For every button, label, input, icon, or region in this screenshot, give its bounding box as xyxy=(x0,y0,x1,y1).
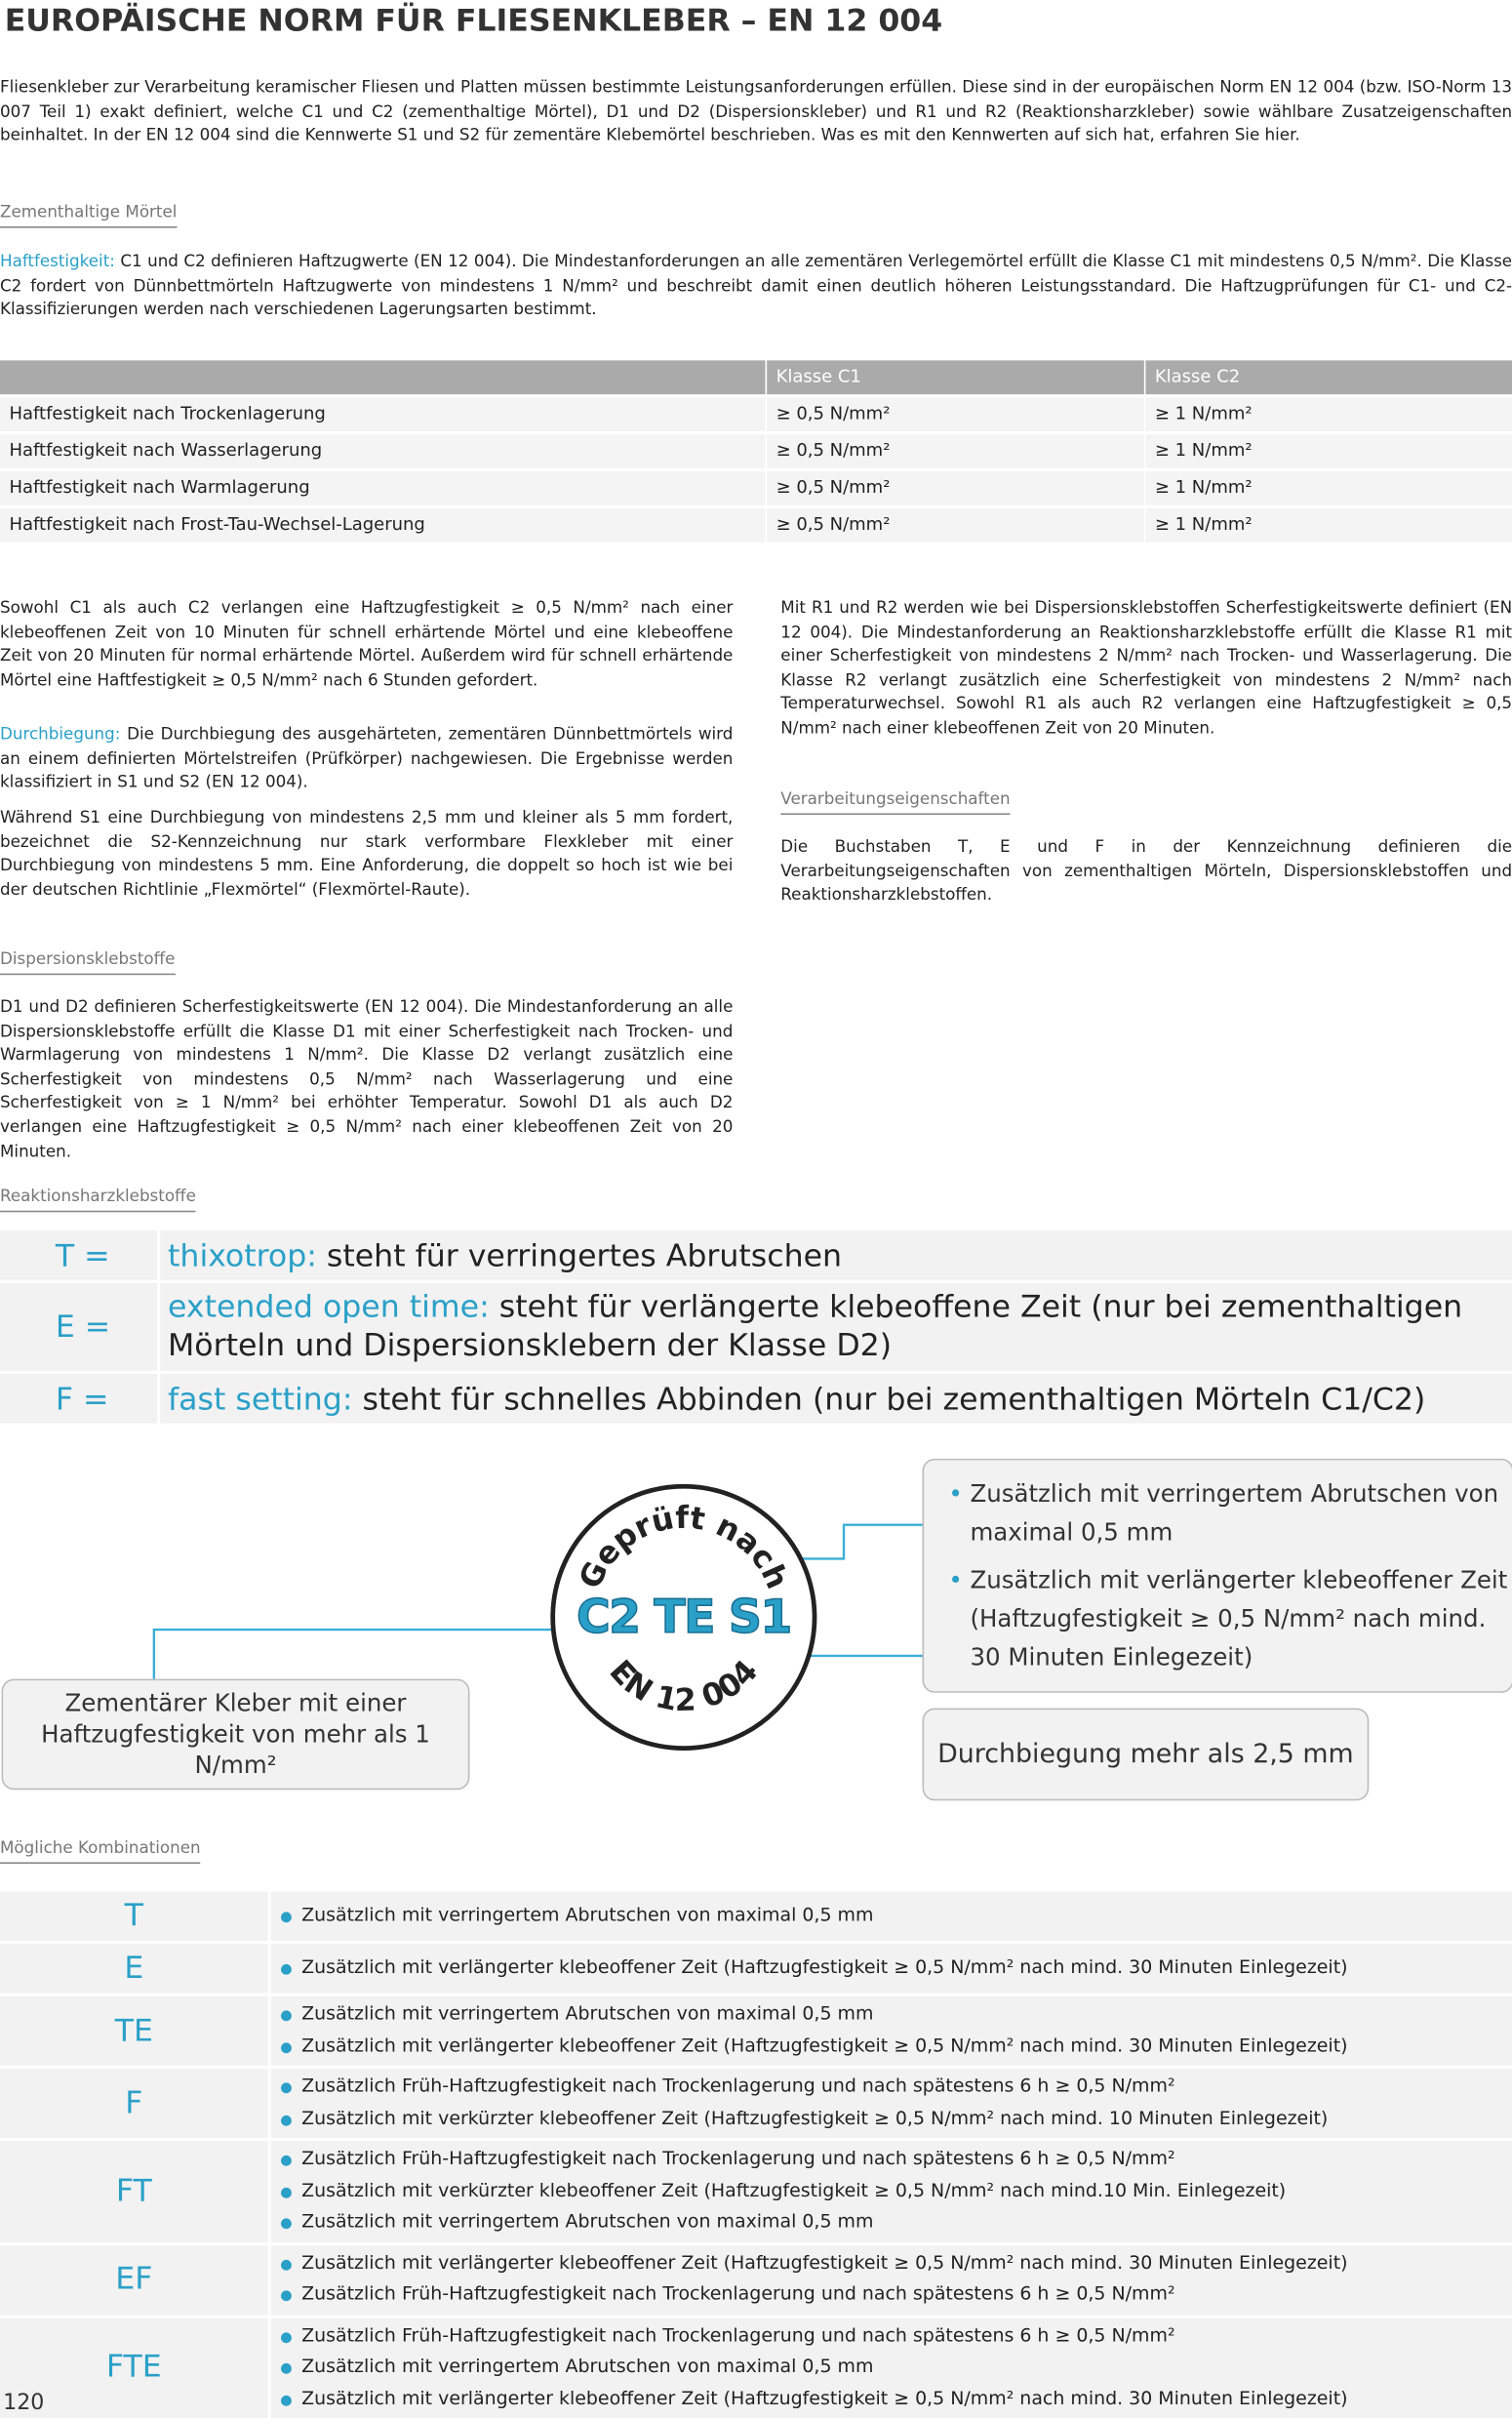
combination-text: Zusätzlich mit verlängerter klebeoffener Zeit (Haftzugfestigkeit ≥ 0,5 N/mm² nach mind. 30 Minuten Einlegezeit) xyxy=(301,2386,1348,2408)
combination-bullet xyxy=(280,2144,1512,2175)
combination-row xyxy=(0,2067,1512,2139)
combination-code: TE xyxy=(0,1995,269,2067)
combination-text: Zusätzlich mit verringertem Abrutschen von maximal 0,5 mm xyxy=(301,2355,874,2377)
bullet-icon: ● xyxy=(280,2360,293,2377)
combination-bullet xyxy=(280,2248,1512,2279)
combination-description xyxy=(269,2316,1512,2418)
combination-row xyxy=(0,2140,1512,2244)
bullet-icon: ● xyxy=(280,2112,293,2128)
combination-bullet xyxy=(280,1953,1512,1984)
combination-bullet xyxy=(280,2352,1512,2383)
tef-term: extended open time: xyxy=(168,1287,490,1325)
combination-text: Zusätzlich mit verkürzter klebeoffener Zeit (Haftzugfestigkeit ≥ 0,5 N/mm² nach mind.10 Min. Einlegezeit) xyxy=(301,2178,1287,2200)
callout-zusatzeigenschaften xyxy=(923,1459,1512,1693)
durchbiegung-paragraph xyxy=(0,724,733,796)
tef-row-f xyxy=(0,1374,1512,1424)
section-heading-dispersionsklebstoffe: Dispersionsklebstoffe xyxy=(0,948,175,975)
combination-text: Zusätzlich Früh-Haftzugfestigkeit nach Trockenlagerung und nach spätestens 6 h ≥ 0,5 N/mm² xyxy=(301,2147,1175,2169)
table-cell: ≥ 0,5 N/mm² xyxy=(766,506,1144,542)
tef-row-t xyxy=(0,1230,1512,1280)
table-cell: ≥ 1 N/mm² xyxy=(1145,506,1512,542)
intro-paragraph: Fliesenkleber zur Verarbeitung keramischer Fliesen und Platten müssen bestimmte Leistungsanforderungen erfüllen. Diese sind in der europäischen Norm EN 12 004 (bzw. ISO-Norm 13 007 Teil 1) exakt definiert, welche C1 und C2 (zementhaltige Mörtel), D1 und D2 (Dispersionskleber) und R1 und R2 (Reaktionsharzkleber) sowie wählbare Zusatzeigenschaften beinhaltet. In der EN 12 004 sind die Kennwerte S1 und S2 für zementäre Klebemörtel beschrieben. Was es mit den Kennwerten auf sich hat, erfahren Sie hier. xyxy=(0,78,1512,145)
callout-zementaerer-kleber xyxy=(2,1679,470,1791)
seal-bottom-text: EN 12 004 xyxy=(602,1653,766,1719)
combination-bullet xyxy=(280,2207,1512,2238)
tef-definition xyxy=(168,1237,842,1274)
page-title: EUROPÄISCHE NORM FÜR FLIESENKLEBER – EN 12 004 xyxy=(4,1,943,39)
bullet-icon: ● xyxy=(280,2080,293,2097)
bullet-icon: ● xyxy=(280,1909,293,1925)
combination-bullet xyxy=(280,2072,1512,2103)
section-heading-reaktionsharzklebstoffe: Reaktionsharzklebstoffe xyxy=(0,1186,196,1212)
bullet-icon: ● xyxy=(280,1961,293,1978)
bullet-icon: ● xyxy=(280,2153,293,2169)
combination-bullet xyxy=(280,2031,1512,2062)
seal-code: C2 TE S1 xyxy=(576,1591,791,1645)
bullet-icon: ● xyxy=(280,2008,293,2025)
table-cell: Haftfestigkeit nach Wasserlagerung xyxy=(0,433,766,470)
tef-definition xyxy=(168,1288,1492,1365)
table-row xyxy=(0,506,1512,542)
combination-code: F xyxy=(0,2067,269,2139)
page-number: 120 xyxy=(3,2390,45,2416)
combination-text: Zusätzlich mit verkürzter klebeoffener Zeit (Haftzugfestigkeit ≥ 0,5 N/mm² nach mind. 10 Minuten Einlegezeit) xyxy=(301,2106,1329,2128)
table-header-cell: Klasse C2 xyxy=(1145,360,1512,395)
table-cell: ≥ 0,5 N/mm² xyxy=(766,433,1144,470)
combination-bullet xyxy=(280,2384,1512,2415)
tef-definition xyxy=(168,1380,1425,1417)
combination-text: Zusätzlich mit verringertem Abrutschen von maximal 0,5 mm xyxy=(301,2002,874,2025)
combination-code: FTE xyxy=(0,2316,269,2418)
left-column-paragraph: Sowohl C1 als auch C2 verlangen eine Haftzugfestigkeit ≥ 0,5 N/mm² nach einer klebeoffenen Zeit von 10 Minuten für schnell erhärtende Mörtel und eine klebeoffene Zeit von 20 Minuten für normal erhärtende Mörtel. Außerdem wird für schnell erhärtende Mörtel eine Haftfestigkeit ≥ 0,5 N/mm² nach 6 Stunden gefordert. xyxy=(0,599,734,690)
table-row xyxy=(0,396,1512,433)
combination-text: Zusätzlich Früh-Haftzugfestigkeit nach Trockenlagerung und nach spätestens 6 h ≥ 0,5 N/mm² xyxy=(301,2075,1175,2097)
combination-text: Zusätzlich Früh-Haftzugfestigkeit nach Trockenlagerung und nach spätestens 6 h ≥ 0,5 N/mm² xyxy=(301,2282,1175,2305)
combination-row xyxy=(0,1995,1512,2067)
table-header-row xyxy=(0,360,1512,395)
combination-text: Zusätzlich Früh-Haftzugfestigkeit nach Trockenlagerung und nach spätestens 6 h ≥ 0,5 N/mm² xyxy=(301,2323,1175,2346)
bullet-icon: ● xyxy=(280,2329,293,2346)
bullet-icon: ● xyxy=(280,2393,293,2408)
tef-key: T = xyxy=(55,1236,110,1274)
table-cell: Haftfestigkeit nach Trockenlagerung xyxy=(0,396,766,433)
table-header-cell: Klasse C1 xyxy=(766,360,1144,395)
table-cell: ≥ 1 N/mm² xyxy=(1145,396,1512,433)
combination-text: Zusätzlich mit verringertem Abrutschen von maximal 0,5 mm xyxy=(301,1903,874,1925)
haftfestigkeit-text: C1 und C2 definieren Haftzugwerte (EN 12 004). Die Mindestanforderungen an alle zementären Verlegemörtel erfüllt die Klasse C1 mit mindestens 0,5 N/mm². Die Klasse C2 fordert von Dünnbettmörteln Haftzugwerte von mindestens 1 N/mm² und beschreibt damit einen deutlich höheren Leistungsstandard. Die Haftzugprüfungen für C1- und C2-Klassifizierungen werden nach verschiedenen Lagerungsarten bestimmt. xyxy=(0,252,1512,320)
combination-description xyxy=(269,1995,1512,2067)
bullet-icon: ● xyxy=(280,2288,293,2305)
seal-top-text: Geprüft nach xyxy=(573,1500,795,1594)
right-column-paragraph: Mit R1 und R2 werden wie bei Dispersionsklebstoffen Scherfestigkeitswerte definiert (EN 12 004). Die Mindestanforderung an Reaktionsharzklebstoffe erfüllt die Klasse R1 mit einer Scherfestigkeit von mindestens 2 N/mm² nach Trocken- und Wasserlagerung. Die Klasse R2 verlangt zusätzlich eine Scherfestigkeit von mindestens 2 N/mm² nach Temperaturwechsel. Sowohl R1 als auch R2 verlangen eine Haftzugfestigkeit ≥ 0,5 N/mm² nach einer klebeoffenen Zeit von 20 Minuten. xyxy=(780,599,1512,739)
combination-bullet xyxy=(280,1999,1512,2031)
combination-text: Zusätzlich mit verlängerter klebeoffener Zeit (Haftzugfestigkeit ≥ 0,5 N/mm² nach mind. 30 Minuten Einlegezeit) xyxy=(301,2250,1348,2274)
tef-key: F = xyxy=(55,1380,109,1418)
right-column-paragraph: Die Buchstaben T, E und F in der Kennzeichnung definieren die Verarbeitungseigenschaften von zementhaltigen Mörteln, Dispersionsklebstoffen und Reaktionsharzklebstoffen. xyxy=(780,837,1512,905)
combination-description xyxy=(269,2243,1512,2316)
bullet-icon: ● xyxy=(280,2257,293,2274)
table-row xyxy=(0,433,1512,470)
combination-code: E xyxy=(0,1942,269,1995)
combination-row xyxy=(0,1942,1512,1995)
combination-bullet xyxy=(280,1900,1512,1931)
left-column-paragraph: Während S1 eine Durchbiegung von mindestens 2,5 mm und kleiner als 5 mm fordert, bezeichnet die S2-Kennzeichnung nur stark verformbare Flexkleber mit einer Durchbiegung von mindestens 5 mm. Eine Anforderung, die doppelt so hoch ist wie bei der deutschen Richtlinie „Flexmörtel“ (Flexmörtel-Raute). xyxy=(0,808,734,900)
table-cell: ≥ 1 N/mm² xyxy=(1145,433,1512,470)
bullet-icon: ● xyxy=(280,2039,293,2056)
combination-row xyxy=(0,1890,1512,1943)
table-cell: ≥ 0,5 N/mm² xyxy=(766,469,1144,506)
combination-code: EF xyxy=(0,2243,269,2316)
pruefsiegel-seal xyxy=(548,1482,819,1753)
durchbiegung-text: Die Durchbiegung des ausgehärteten, zementären Dünnbettmörtels wird an einem definierten Mörtelstreifen (Prüfkörper) nachgewiesen. Die Ergebnisse werden klassifiziert in S1 und S2 (EN 12 004). xyxy=(0,725,734,792)
callout-list-item: • Zusätzlich mit verringertem Abrutschen von maximal 0,5 mm xyxy=(948,1479,1499,1547)
combination-description xyxy=(269,1942,1512,1995)
klassen-table xyxy=(0,360,1512,542)
section-heading-verarbeitungseigenschaften: Verarbeitungseigenschaften xyxy=(780,788,1010,815)
durchbiegung-label: Durchbiegung: xyxy=(0,725,121,745)
tef-desc: steht für verringertes Abrutschen xyxy=(316,1236,843,1274)
combination-description xyxy=(269,2140,1512,2244)
combination-bullet xyxy=(280,2103,1512,2134)
combination-bullet xyxy=(280,2279,1512,2311)
bullet-icon: ● xyxy=(280,2185,293,2200)
table-row xyxy=(0,469,1512,506)
combination-description xyxy=(269,2067,1512,2139)
section-heading-moegliche-kombinationen: Mögliche Kombinationen xyxy=(0,1837,201,1864)
tef-key: E = xyxy=(55,1308,111,1346)
dispersion-paragraph: D1 und D2 definieren Scherfestigkeitswerte (EN 12 004). Die Mindestanforderung an alle Dispersionsklebstoffe erfüllt die Klasse D1 mit einer Scherfestigkeit nach Trocken- und Warmlagerung von mindestens 1 N/mm². Die Klasse D2 verlangt zusätzlich eine Scherfestigkeit von mindestens 0,5 N/mm² nach Wasserlagerung und eine Scherfestigkeit von ≥ 1 N/mm² bei erhöhter Temperatur. Sowohl D1 als auch D2 verlangen eine Haftzugfestigkeit ≥ 0,5 N/mm² nach einer klebeoffenen Zeit von 20 Minuten. xyxy=(0,997,734,1161)
haftfestigkeit-paragraph xyxy=(0,251,1512,323)
combination-description xyxy=(269,1890,1512,1943)
tef-term: fast setting: xyxy=(168,1380,353,1418)
tef-term: thixotrop: xyxy=(168,1236,317,1274)
table-header-cell xyxy=(0,360,766,395)
table-cell: ≥ 1 N/mm² xyxy=(1145,469,1512,506)
combination-row xyxy=(0,2316,1512,2418)
combination-bullet xyxy=(280,2320,1512,2352)
combination-text: Zusätzlich mit verlängerter klebeoffener Zeit (Haftzugfestigkeit ≥ 0,5 N/mm² nach mind. 30 Minuten Einlegezeit) xyxy=(301,1955,1348,1978)
haftfestigkeit-label: Haftfestigkeit: xyxy=(0,252,115,271)
tef-row-e xyxy=(0,1283,1512,1371)
combination-bullet xyxy=(280,2176,1512,2207)
table-cell: ≥ 0,5 N/mm² xyxy=(766,396,1144,433)
callout-durchbiegung xyxy=(923,1709,1370,1801)
combination-code: FT xyxy=(0,2140,269,2244)
combination-code: T xyxy=(0,1890,269,1943)
callout-text: Durchbiegung mehr als 2,5 mm xyxy=(937,1739,1354,1770)
tef-desc: steht für schnelles Abbinden (nur bei zementhaltigen Mörteln C1/C2) xyxy=(352,1380,1426,1418)
callout-text: Zementärer Kleber mit einer Haftzugfestigkeit von mehr als 1 N/mm² xyxy=(41,1689,430,1780)
bullet-icon: ● xyxy=(280,2216,293,2233)
table-cell: Haftfestigkeit nach Warmlagerung xyxy=(0,469,766,506)
kombinationen-table xyxy=(0,1888,1512,2418)
section-heading-zementhaltige-moertel: Zementhaltige Mörtel xyxy=(0,202,177,228)
tef-desc: steht für verlängerte klebeoffene Zeit (nur bei zementhaltigen Mörteln und Dispersionsklebern der Klasse D2) xyxy=(168,1287,1463,1363)
combination-text: Zusätzlich mit verringertem Abrutschen von maximal 0,5 mm xyxy=(301,2210,874,2233)
combination-row xyxy=(0,2243,1512,2316)
combination-text: Zusätzlich mit verlängerter klebeoffener Zeit (Haftzugfestigkeit ≥ 0,5 N/mm² nach mind. 30 Minuten Einlegezeit) xyxy=(301,2034,1348,2056)
callout-list-item: • Zusätzlich mit verlängerter klebeoffener Zeit (Haftzugfestigkeit ≥ 0,5 N/mm² nach mind. 30 Minuten Einlegezeit) xyxy=(948,1566,1508,1672)
table-cell: Haftfestigkeit nach Frost-Tau-Wechsel-Lagerung xyxy=(0,506,766,542)
